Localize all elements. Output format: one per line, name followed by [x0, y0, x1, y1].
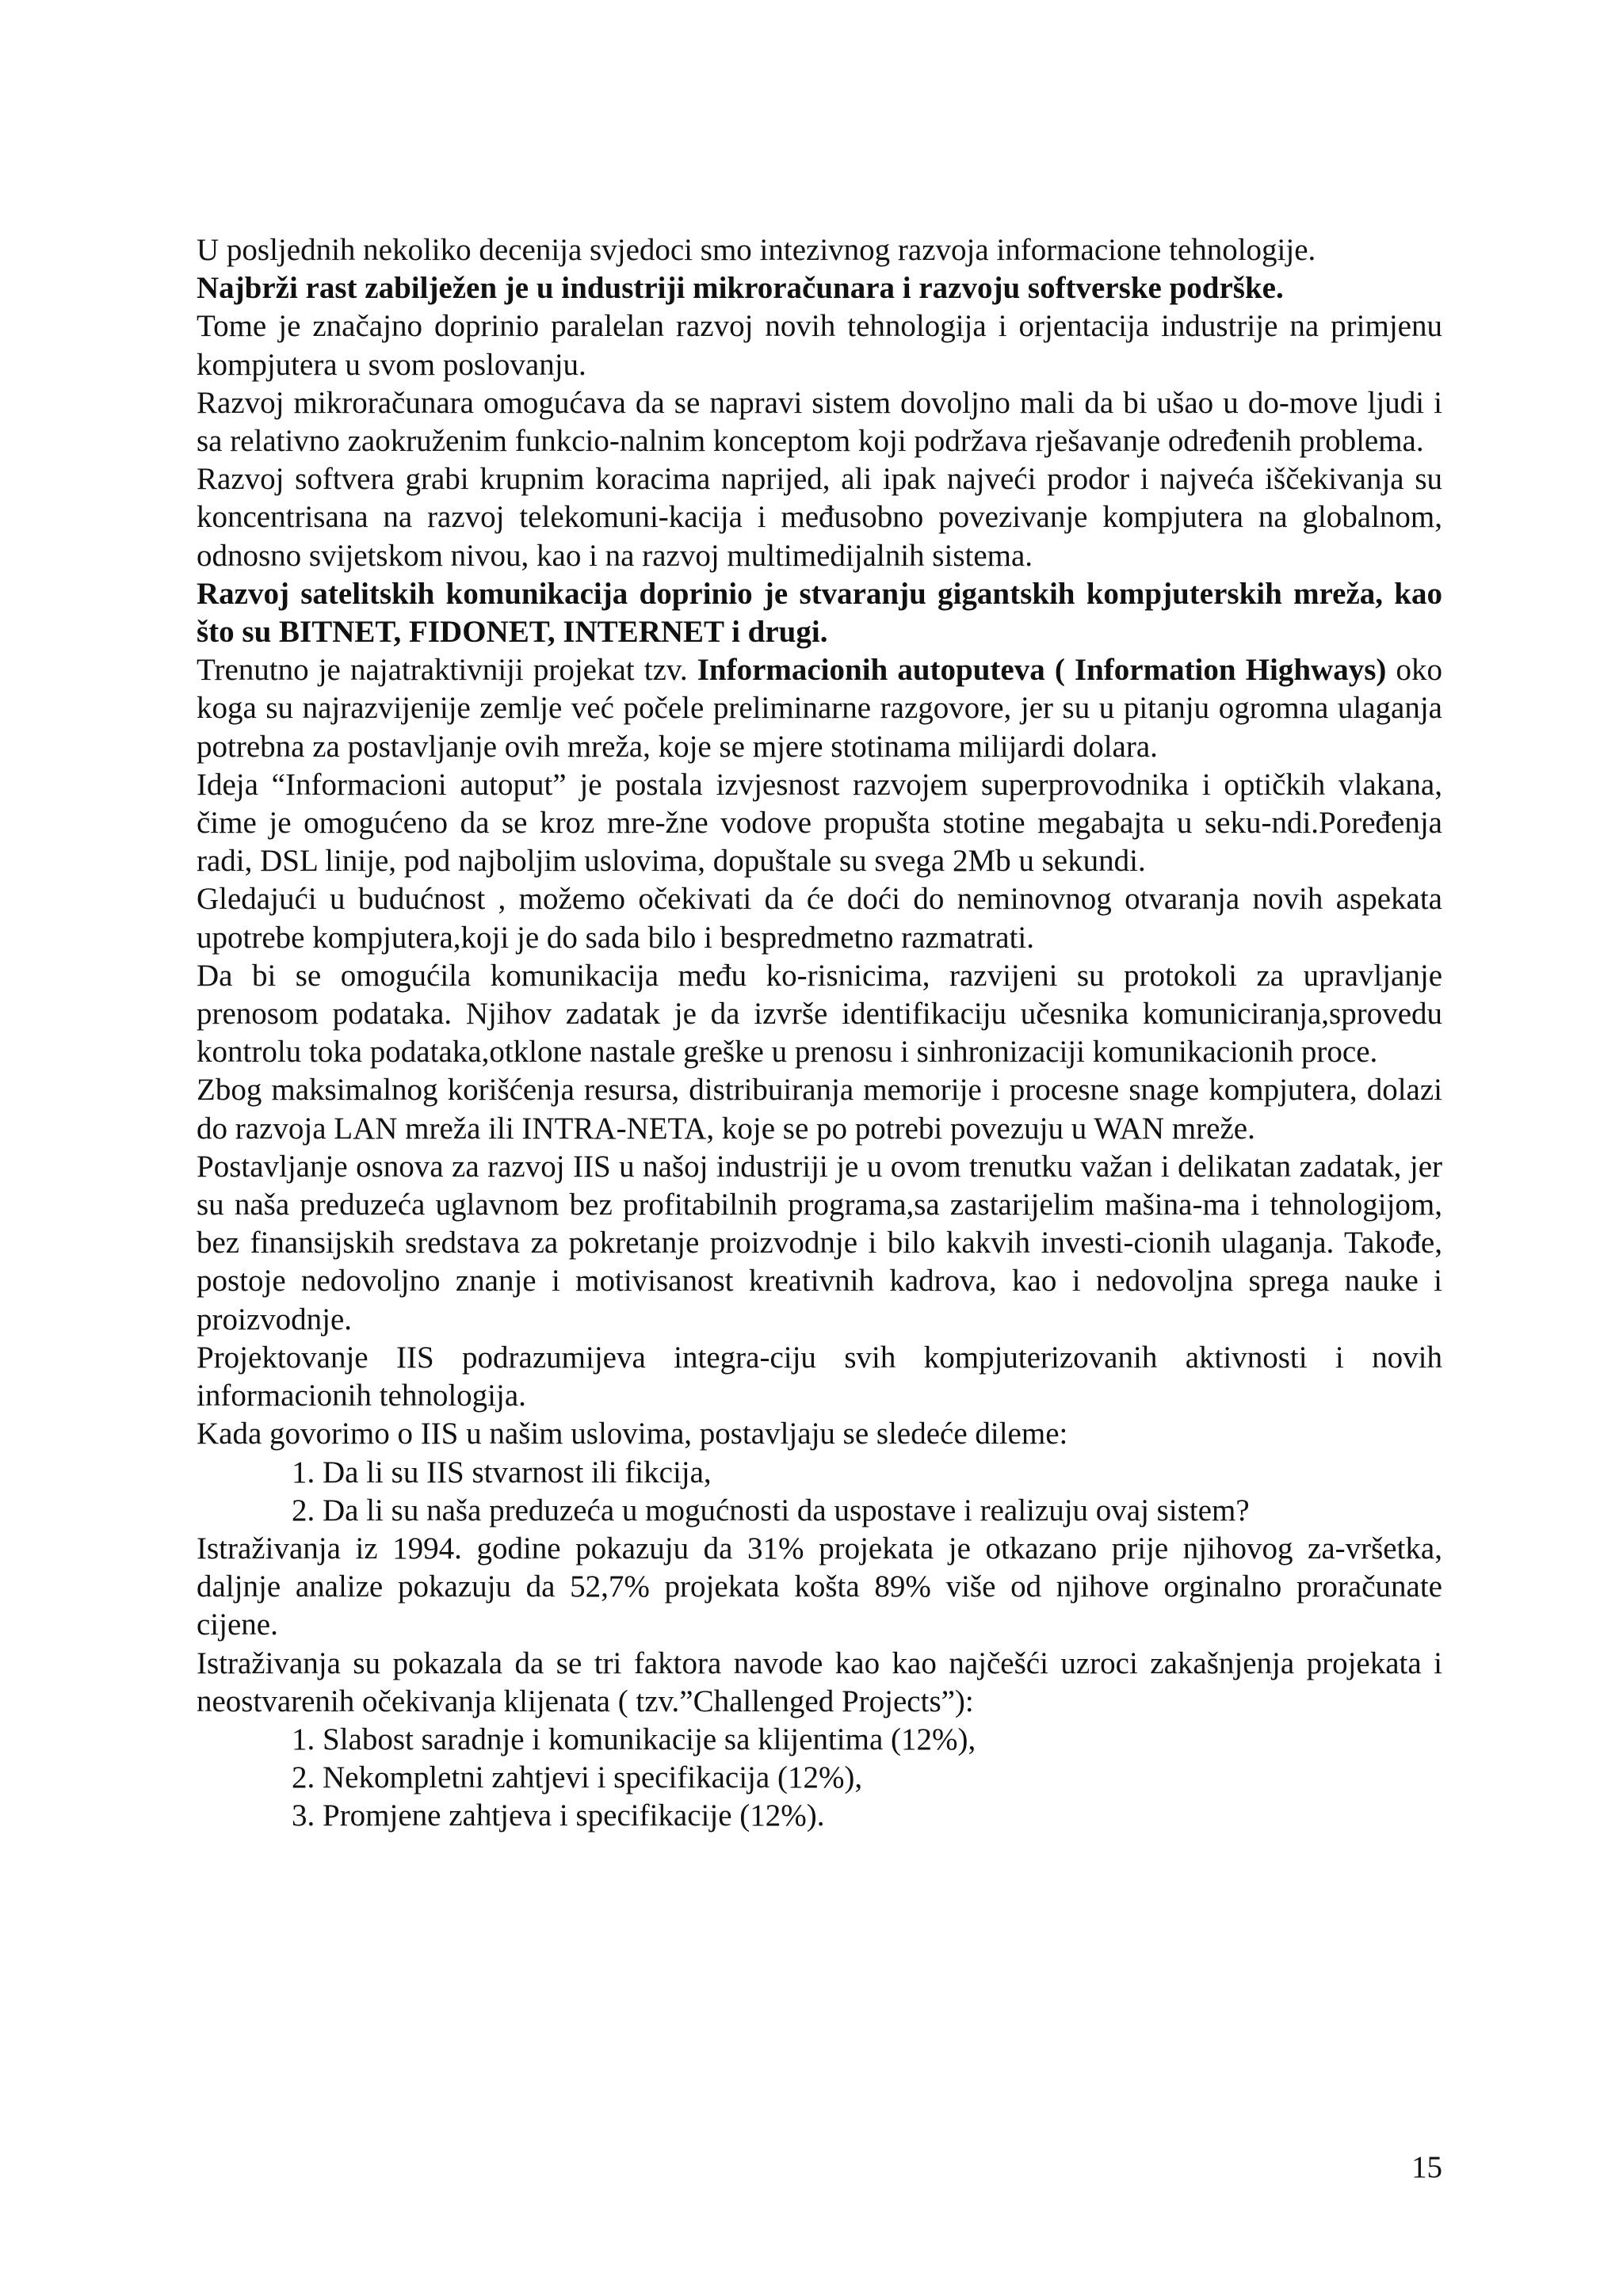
- page-number: 15: [1411, 2150, 1442, 2184]
- highways-lead: Trenutno je najatraktivniji projekat tzv.: [197, 653, 697, 688]
- paragraph-software: Razvoj softvera grabi krupnim koracima naprijed, ali ipak najveći prodor i najveća iščekivanja su koncentrisana na razvoj telekomuni-kacija i međusobno povezivanje kompjutera na globalnom, odnosno svijetskom nivou, kao i na razvoj multimedijalnih sistema.: [197, 462, 1442, 573]
- list-item: 2. Da li su naša preduzeća u mogućnosti da uspostave i realizuju ovaj sistem?: [292, 1493, 1250, 1527]
- dilemmas-list: [197, 1454, 1442, 1530]
- paragraph-lan: Zbog maksimalnog korišćenja resursa, distribuiranja memorije i procesne snage kompjutera, dolazi do razvoja LAN mreža ili INTRA-NETA, koje se po potrebi povezuju u WAN mreže.: [197, 1073, 1442, 1146]
- body-text: [197, 231, 1442, 1836]
- paragraph-protocols: Da bi se omogućila komunikacija među ko-risnicima, razvijeni su protokoli za upravljanje prenosom podataka. Njihov zadatak je da izvrše identifikaciju učesnika komuniciranja,sprovedu kontrolu toka podataka,otklone nastale greške u prenosu i sinhronizaciji komunikacionih proce.: [197, 958, 1442, 1070]
- highways-term: Informacionih autoputeva ( Information Highways): [697, 653, 1387, 688]
- paragraph-fastest-growth: Najbrži rast zabilježen je u industriji mikroračunara i razvoju softverske podrške.: [197, 271, 1284, 306]
- paragraph-intro: U posljednih nekoliko decenija svjedoci smo intezivnog razvoja informacione tehnologije.: [197, 233, 1316, 267]
- paragraph-iis-basis: Postavljanje osnova za razvoj IIS u našoj industriji je u ovom trenutku važan i delikatan zadatak, jer su naša preduzeća uglavnom bez profitabilnih programa,sa zastarijelim mašina-ma i tehnologijom, bez finansijskih sredstava za pokretanje proizvodnje i bilo kakvih investi-cionih ulaganja. Takođe, postoje nedovoljno znanje i motivisanost kreativnih kadrova, kao i nedovoljna sprega nauke i proizvodnje.: [197, 1149, 1442, 1337]
- list-item: 1. Da li su IIS stvarnost ili fikcija,: [292, 1455, 712, 1489]
- paragraph-research-causes: Istraživanja su pokazala da se tri faktora navode kao kao najčešći uzroci zakašnjenja projekata i neostvarenih očekivanja klijenata ( tzv.”Challenged Projects”):: [197, 1646, 1442, 1718]
- paragraph-information-highways: [197, 651, 1442, 766]
- paragraph-dilemmas-lead: Kada govorimo o IIS u našim uslovima, postavljaju se sledeće dileme:: [197, 1417, 1068, 1451]
- paragraph-future: Gledajući u budućnost , možemo očekivati da će doći do neminovnog otvaranja novih aspekata upotrebe kompjutera,koji je do sada bilo i bespredmetno razmatrati.: [197, 882, 1442, 955]
- paragraph-superconductors: Ideja “Informacioni autoput” je postala izvjesnost razvojem superprovodnika i optičkih vlakana, čime je omogućeno da se kroz mre-žne vodove propušta stotine megabajta u seku-ndi.Poređenja radi, DSL linije, pod najboljim uslovima, dopuštale su svega 2Mb u sekundi.: [197, 767, 1442, 879]
- highways-rest: oko koga su najrazvijenije zemlje već počele preliminarne razgovore, jer su u pitanju ogromna ulaganja potrebna za postavljanje ovih mreža, koje se mjere stotinama milijardi dolara.: [197, 653, 1443, 764]
- paragraph-satellite-networks: Razvoj satelitskih komunikacija doprinio je stvaranju gigantskih kompjuterskih mreža, kao što su BITNET, FIDONET, INTERNET i drugi.: [197, 576, 1442, 650]
- list-item: 2. Nekompletni zahtjevi i specifikacija (12%),: [292, 1760, 863, 1795]
- list-item: 1. Slabost saradnje i komunikacije sa klijentima (12%),: [292, 1722, 976, 1756]
- list-item: 3. Promjene zahtjeva i specifikacije (12%).: [292, 1798, 825, 1833]
- paragraph-parallel-development: Tome je značajno doprinio paralelan razvoj novih tehnologija i orjentacija industrije na primjenu kompjutera u svom poslovanju.: [197, 309, 1442, 382]
- paragraph-microcomputers: Razvoj mikroračunara omogućava da se napravi sistem dovoljno mali da bi ušao u do-move ljudi i sa relativno zaokruženim funkcio-nalnim konceptom koji podržava rješavanje određenih problema.: [197, 385, 1442, 459]
- paragraph-iis-design: Projektovanje IIS podrazumijeva integra-ciju svih kompjuterizovanih aktivnosti i novih informacionih tehnologija.: [197, 1340, 1442, 1413]
- paragraph-research-1994: Istraživanja iz 1994. godine pokazuju da 31% projekata je otkazano prije njihovog za-vršetka, daljnje analize pokazuju da 52,7% projekata košta 89% više od njihove orginalno proračunate cijene.: [197, 1531, 1442, 1642]
- causes-list: [197, 1721, 1442, 1836]
